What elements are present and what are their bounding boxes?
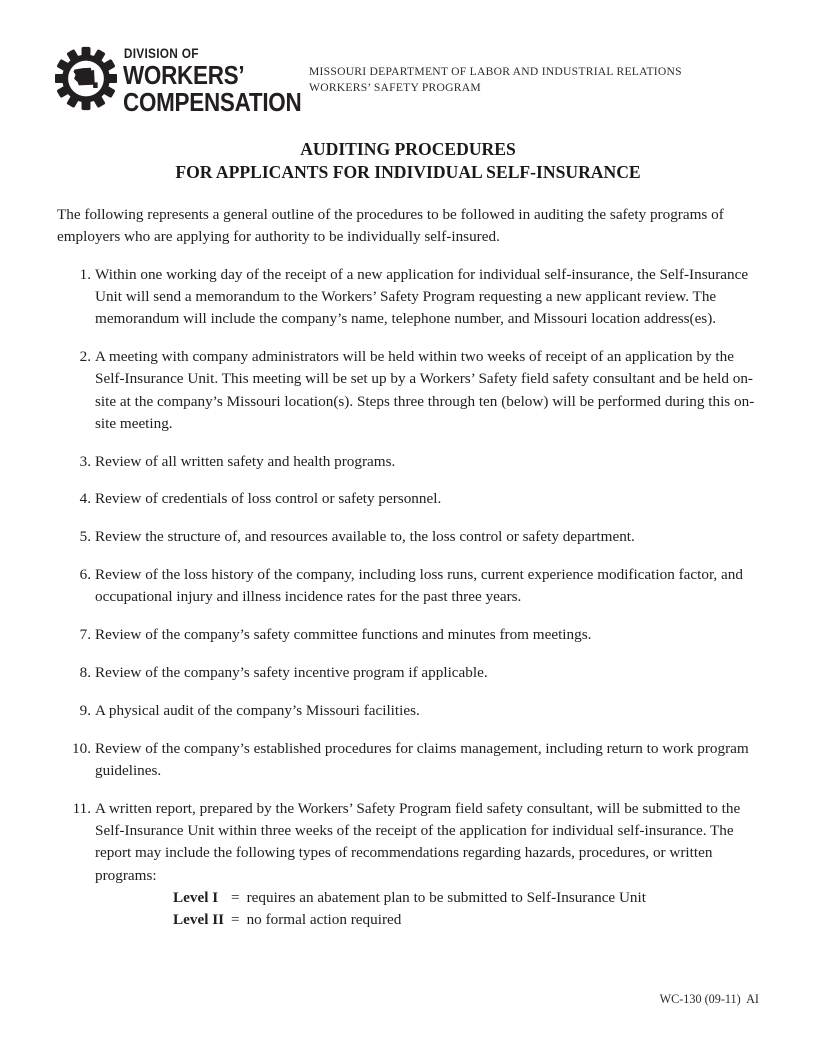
logo-workers: WORKERS’ — [123, 61, 245, 90]
list-item-number: 4. — [79, 490, 91, 508]
department-line1: MISSOURI DEPARTMENT OF LABOR AND INDUSTRIAL RELATIONS — [309, 65, 682, 78]
list-item-text: Review of the company’s safety committee functions and minutes from meetings. — [95, 626, 592, 644]
title-line1: AUDITING PROCEDURES — [300, 138, 516, 159]
list-item-11 — [57, 798, 759, 932]
list-item-10 — [57, 738, 759, 783]
list-item-text: A physical audit of the company’s Missouri facilities. — [95, 701, 420, 719]
list-item-text-body: A written report, prepared by the Workers’ Safety Program field safety consultant, will be submitted to the Self-Insurance Unit within three weeks of the receipt of the application for individual self-insurance. The report may include the following types of recommendations regarding hazards, procedures, or written programs: — [95, 799, 741, 884]
level-1-row — [173, 887, 759, 909]
list-item-text: Review the structure of, and resources available to, the loss control or safety department. — [95, 528, 635, 546]
list-item-4 — [57, 488, 759, 510]
list-item-text: Review of credentials of loss control or safety personnel. — [95, 490, 442, 508]
list-item-number: 11. — [72, 799, 91, 817]
list-item-6 — [57, 564, 759, 609]
list-item-text: Review of the loss history of the company, including loss runs, current experience modification factor, and occupational injury and illness incidence rates for the past three years. — [95, 566, 743, 606]
list-item-number: 2. — [79, 347, 91, 365]
list-item-text: Review of all written safety and health programs. — [95, 452, 396, 470]
dwc-logo — [55, 45, 302, 117]
department-header — [309, 64, 682, 95]
list-item-2 — [57, 346, 759, 435]
list-item-text: Within one working day of the receipt of a new application for individual self-insurance, the Self-Insurance Unit will send a memorandum to the Workers’ Safety Program requesting a new applicant review. The memorandum will include the company’s name, telephone number, and Missouri location address(es). — [95, 265, 749, 328]
document-header — [0, 0, 816, 117]
list-item-7 — [57, 624, 759, 646]
list-item-5 — [57, 526, 759, 548]
list-item-number: 3. — [79, 452, 91, 470]
list-item-number: 6. — [79, 566, 91, 584]
level-2-row — [173, 909, 759, 931]
list-item-text: Review of the company’s established procedures for claims management, including return to work program guidelines. — [95, 739, 749, 779]
list-item-9 — [57, 700, 759, 722]
logo-division-of: DIVISION OF — [123, 46, 199, 61]
level-1-text: requires an abatement plan to be submitted to Self-Insurance Unit — [246, 888, 646, 906]
level-1-equals: = — [231, 888, 240, 906]
level-2-equals: = — [231, 911, 240, 929]
document-body — [0, 204, 816, 932]
list-item-number: 1. — [79, 265, 91, 283]
list-item-text — [95, 798, 759, 932]
list-item-number: 8. — [79, 663, 91, 681]
level-2-label: Level II — [173, 911, 225, 929]
recommendation-levels — [173, 887, 759, 932]
list-item-number: 9. — [79, 701, 91, 719]
level-2-text: no formal action required — [246, 911, 402, 929]
level-1-label: Level I — [173, 888, 219, 906]
list-item-number: 5. — [79, 528, 91, 546]
list-item-text: A meeting with company administrators will be held within two weeks of receipt of an application by the Self-Insurance Unit. This meeting will be set up by a Workers’ Safety field safety consultant and be held on-site at the company’s Missouri location(s). Steps three through ten (below) will be performed during this on-site meeting. — [95, 347, 755, 432]
procedures-list — [57, 264, 759, 932]
title-line2: FOR APPLICANTS FOR INDIVIDUAL SELF-INSURANCE — [175, 162, 641, 182]
logo-compensation: COMPENSATION — [123, 89, 302, 117]
document-title — [0, 138, 816, 185]
list-item-1 — [57, 264, 759, 331]
department-line2: WORKERS’ SAFETY PROGRAM — [309, 80, 481, 94]
list-item-8 — [57, 662, 759, 684]
list-item-number: 10. — [72, 739, 91, 757]
intro-paragraph: The following represents a general outline of the procedures to be followed in auditing the safety programs of employers who are applying for authority to be individually self-insured. — [57, 205, 724, 245]
list-item-3 — [57, 451, 759, 473]
gear-missouri-icon — [55, 45, 117, 112]
list-item-number: 7. — [79, 626, 91, 644]
dwc-logo-text — [123, 46, 302, 117]
list-item-text: Review of the company’s safety incentive program if applicable. — [95, 663, 488, 681]
form-number: WC-130 (09-11) AI — [659, 992, 759, 1006]
